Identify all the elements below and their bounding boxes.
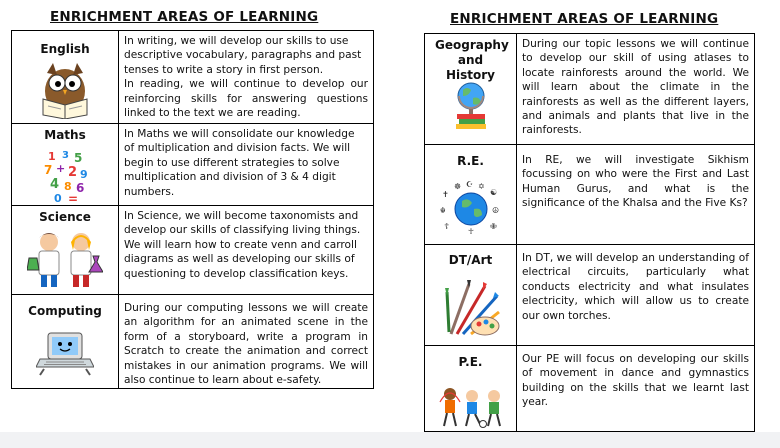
svg-text:2: 2 [68, 165, 78, 180]
description-text: During our computing lessons we will create an algorithm for an animated scene in the form of a storyboard, write a program in Scratch to create the animation and correct mistakes in our animation programs. We will also continue to learn about e-safety. [124, 302, 368, 387]
left-table [11, 30, 374, 389]
subject-cell [425, 145, 517, 245]
svg-text:+: + [56, 162, 66, 175]
svg-text:✙: ✙ [489, 222, 497, 231]
svg-text:4: 4 [50, 177, 60, 192]
subject-cell [425, 346, 517, 432]
art-supplies-icon [441, 278, 501, 338]
description-text: In Science, we will become taxonomists and develop our skills of classifying living things. We will learn how to create venn and carroll diagrams as well as developing our skills of questioning to develop classification keys. [124, 210, 361, 280]
table-row [425, 346, 755, 432]
subject-label: R.E. [457, 154, 484, 168]
svg-text:1: 1 [48, 150, 56, 163]
svg-text:☥: ☥ [467, 227, 474, 235]
right-table [424, 33, 755, 432]
subject-cell [12, 206, 119, 295]
subject-label: Geography and History [435, 38, 509, 82]
children-sports-icon [436, 386, 506, 428]
description-cell [119, 31, 374, 124]
description-text: Our PE will focus on developing our skills of movement in dance and gymnastics building on the skills that we learnt last year. [522, 353, 749, 409]
description-cell [119, 206, 374, 295]
table-row [12, 206, 374, 295]
description-cell [119, 295, 374, 389]
svg-text:3: 3 [62, 150, 69, 161]
subject-cell [12, 124, 119, 206]
svg-text:☯: ☯ [489, 188, 497, 197]
description-text: In Maths we will consolidate our knowledge of multiplication and division facts. We will begin to use different strategies to solve multiplication and division of 3 & 4 digit numbers. [124, 128, 355, 198]
table-row [425, 245, 755, 346]
description-text: In reading, we will continue to develop our reinforcing skills for answering questions linked to the text we are reading. [124, 78, 368, 120]
svg-text:=: = [68, 192, 79, 204]
subject-cell [12, 31, 119, 124]
svg-text:☦: ☦ [443, 222, 449, 231]
svg-text:6: 6 [76, 181, 85, 195]
scientist-kids-icon [27, 228, 103, 292]
svg-text:7: 7 [44, 163, 53, 177]
numbers-cascade-icon [40, 148, 90, 204]
table-row [12, 31, 374, 124]
globe-books-icon [451, 80, 491, 130]
table-row [12, 124, 374, 206]
description-text: In DT, we will develop an understanding of electrical circuits, particularly what conducts electricity and what insulates electricity, which will allow us to create our own torches. [522, 252, 749, 322]
description-text: During our topic lessons we will continue to develop our skill of using atlases to locate rainforests around the world. We will learn about the climate in the rainforests as well as the different layers, and animals and plants that live in the rainforests. [522, 38, 749, 137]
subject-label: Science [39, 210, 91, 224]
svg-text:5: 5 [74, 151, 83, 165]
svg-text:☬: ☬ [439, 206, 446, 215]
subject-label: P.E. [458, 355, 483, 369]
description-cell [517, 245, 755, 346]
right-heading: ENRICHMENT AREAS OF LEARNING [450, 11, 719, 27]
left-heading: ENRICHMENT AREAS OF LEARNING [50, 9, 319, 25]
svg-text:☪: ☪ [465, 180, 473, 189]
table-row [425, 34, 755, 145]
description-cell [517, 145, 755, 245]
table-row [12, 295, 374, 389]
svg-text:0: 0 [54, 192, 62, 204]
description-text: In RE, we will investigate Sikhism focussing on who were the First and Last Human Gurus, and what is the significance of the Khalsa and the Five Ks? [522, 154, 749, 210]
owl-reading-icon [37, 61, 93, 119]
subject-label: DT/Art [448, 253, 493, 267]
subject-label: Maths [44, 128, 86, 142]
svg-text:✝: ✝ [441, 190, 449, 199]
svg-text:8: 8 [64, 180, 72, 193]
subject-label: Computing [28, 304, 102, 318]
svg-text:✡: ✡ [477, 182, 485, 191]
subject-cell [425, 245, 517, 346]
subject-cell [12, 295, 119, 389]
laptop-character-icon [36, 329, 94, 377]
svg-text:☮: ☮ [491, 206, 499, 215]
subject-label: English [40, 42, 90, 56]
table-row [425, 145, 755, 245]
description-text: In writing, we will develop our skills to use descriptive vocabulary, paragraphs and past tenses to write a story in first person. [124, 35, 362, 76]
world-religions-icon [440, 179, 502, 235]
bottom-strip [0, 432, 780, 448]
description-cell [517, 34, 755, 145]
description-cell [119, 124, 374, 206]
subject-cell [425, 34, 517, 145]
svg-text:9: 9 [80, 168, 88, 181]
description-cell [517, 346, 755, 432]
svg-text:☸: ☸ [453, 182, 461, 191]
